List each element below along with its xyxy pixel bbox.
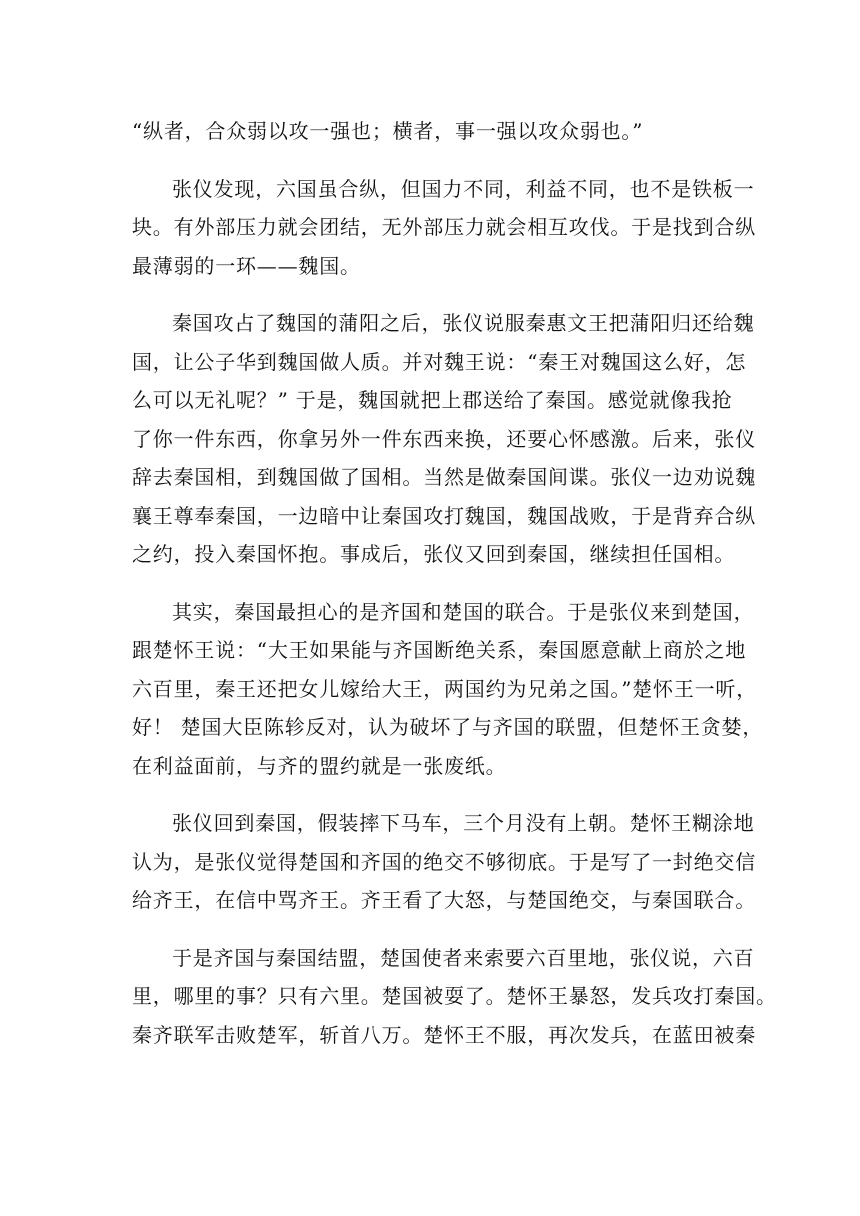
paragraph-line: 之约，投入秦国怀抱。事成后，张仪又回到秦国，继续担任国相。 [132,542,736,566]
paragraph-2 [132,170,756,286]
paragraph-line: 张仪回到秦国，假装摔下马车，三个月没有上朝。楚怀王糊涂地 [172,811,755,835]
paragraph-gap [132,785,732,804]
paragraph-line: 最薄弱的一环——魏国。 [132,253,361,278]
paragraph-line: 于是齐国与秦国结盟，楚国使者来索要六百里地，张仪说，六百 [172,945,755,970]
paragraph-gap [132,285,732,304]
paragraph-line: 认为，是张仪觉得楚国和齐国的绝交不够彻底。于是写了一封绝交信 [132,849,756,874]
paragraph-gap [132,574,732,593]
paragraph-5 [132,804,756,920]
paragraph-line: 秦齐联军击败楚军，斩首八万。楚怀王不服，再次发兵，在蓝田被秦 [132,1022,756,1047]
paragraph-line: 在利益面前，与齐的盟约就是一张废纸。 [132,753,507,778]
paragraph-gap [132,920,732,939]
paragraph-line: 襄王尊奉秦国，一边暗中让秦国攻打魏国，魏国战败，于是背弃合纵 [132,503,756,528]
paragraph-1 [132,112,732,151]
paragraph-line: 其实，秦国最担心的是齐国和楚国的联合。于是张仪来到楚国， [172,599,755,624]
paragraph-line: 好！ 楚国大臣陈轸反对，认为破坏了与齐国的联盟，但楚怀王贪婪， [132,715,764,739]
paragraph-line: 张仪发现，六国虽合纵，但国力不同，利益不同，也不是铁板一 [172,176,755,201]
paragraph-line: 六百里，秦王还把女儿嫁给大王，两国约为兄弟之国。”楚怀王一听， [132,676,758,701]
paragraph-line: 辞去秦国相，到魏国做了国相。当然是做秦国间谍。张仪一边劝说魏 [132,465,756,489]
paragraph-line: “纵者，合众弱以攻一强也；横者，事一强以攻众弱也。” [132,119,644,143]
paragraph-line: 里，哪里的事？只有六里。楚国被耍了。楚怀王暴怒，发兵攻打秦国。 [132,984,777,1008]
paragraph-line: 么可以无礼呢？” 于是，魏国就把上郡送给了秦国。感觉就像我抢 [132,388,733,412]
paragraph-3 [132,304,756,574]
paragraph-line: 了你一件东西，你拿另外一件东西来换，还要心怀感激。后来，张仪 [132,426,756,451]
document-body [132,112,777,1054]
paragraph-line: 国，让公子华到魏国做人质。并对魏王说：“秦王对魏国这么好，怎 [132,349,747,374]
paragraph-line: 秦国攻占了魏国的蒲阳之后，张仪说服秦惠文王把蒲阳归还给魏 [172,311,755,335]
paragraph-line: 给齐王，在信中骂齐王。齐王看了大怒，与楚国绝交，与秦国联合。 [132,888,756,912]
paragraph-line: 跟楚怀王说：“大王如果能与齐国断绝关系，秦国愿意献上商於之地 [132,638,747,662]
paragraph-6 [132,939,777,1055]
paragraph-gap [132,151,732,170]
paragraph-4 [132,593,764,786]
paragraph-line: 块。有外部压力就会团结，无外部压力就会相互攻伐。于是找到合纵 [132,215,756,239]
